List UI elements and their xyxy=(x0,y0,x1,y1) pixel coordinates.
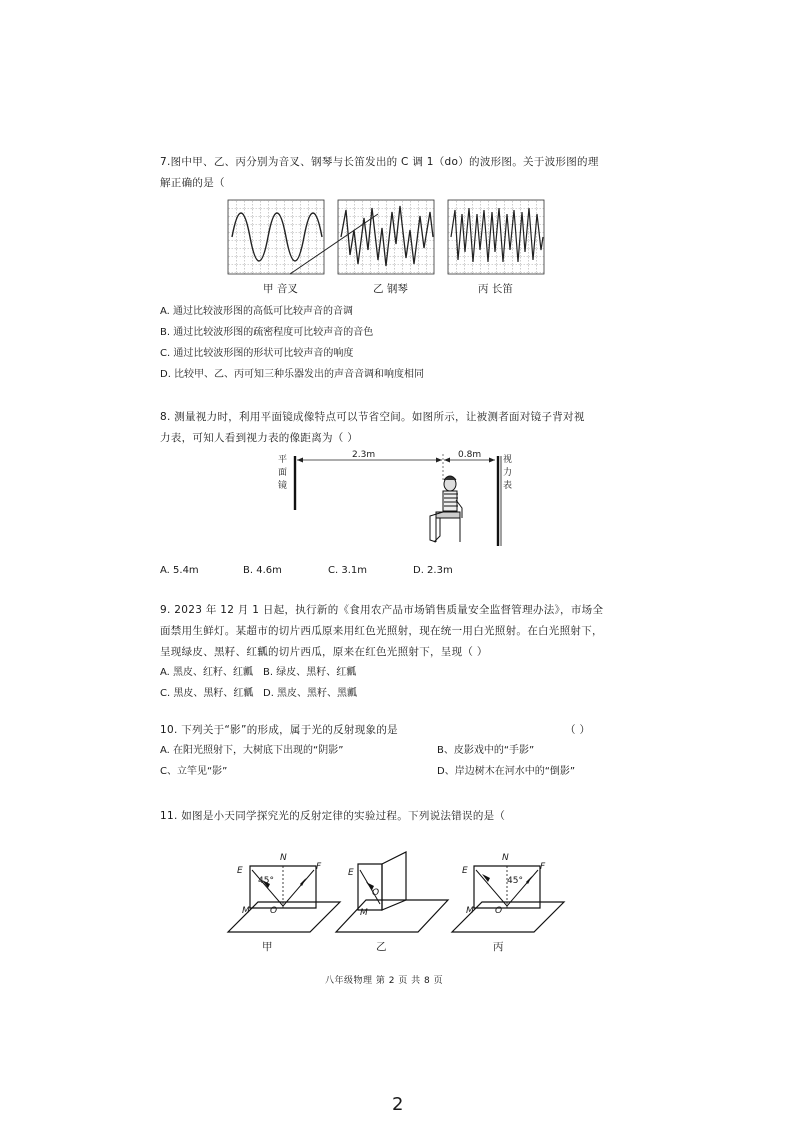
angle-45-jia: 45° xyxy=(258,876,274,886)
q9-option-c: C. 黑皮、黑籽、红瓤 xyxy=(160,688,254,699)
eye-chart xyxy=(498,456,501,546)
q9-option-d: D. 黑皮、黑籽、黑瓤 xyxy=(263,688,358,699)
label-o-jia: O xyxy=(270,906,278,916)
q7-option-b: B. 通过比较波形图的疏密程度可比较声音的音色 xyxy=(160,327,374,338)
label-m-yi: M xyxy=(360,908,368,918)
q9-stem-line2: 面禁用生鲜灯。某超市的切片西瓜原来用红色光照射，现在统一用白光照射。在白光照射下， xyxy=(160,625,603,637)
dimension-line-0-8m xyxy=(444,458,495,463)
q7-stem-line1: 7.图中甲、乙、丙分别为音叉、钢琴与长笛发出的 C 调 1（do）的波形图。关于波形图的理 xyxy=(160,156,599,168)
q7-option-c: C. 通过比较波形图的形状可比较声音的响度 xyxy=(160,348,354,359)
q7-option-a: A. 通过比较波形图的高低可比较声音的音调 xyxy=(160,306,354,317)
distance-person-to-chart: 0.8m xyxy=(458,450,482,460)
q8-stem-line2: 力表，可知人看到视力表的像距离为（ ） xyxy=(160,432,359,444)
q10-option-c: C、立竿见“影” xyxy=(160,766,228,777)
label-f-jia: F xyxy=(316,862,322,872)
mirror-eye-chart-figure xyxy=(290,452,510,552)
mirror-label: 平面镜 xyxy=(278,455,288,491)
waveform-figures xyxy=(228,200,548,280)
page-number: 2 xyxy=(392,1094,404,1115)
q10-option-d: D、岸边树木在河水中的“倒影” xyxy=(437,766,576,777)
seated-person-figure xyxy=(430,476,462,542)
q7-caption-tuning-fork: 甲 音叉 xyxy=(263,283,298,295)
q11-caption-bing: 丙 xyxy=(493,941,504,953)
reflection-figure-bing xyxy=(452,858,564,938)
label-e-jia: E xyxy=(237,866,243,876)
q8-option-a: A. 5.4m xyxy=(160,565,199,576)
waveform-tuning-fork xyxy=(228,200,324,274)
q9-stem-line3: 呈现绿皮、黑籽、红瓤的切片西瓜，原来在红色光照射下，呈现（ ） xyxy=(160,646,488,658)
page-footer: 八年级物理 第 2 页 共 8 页 xyxy=(325,976,444,986)
eye-chart-label: 视力表 xyxy=(503,455,513,491)
q7-option-d: D. 比较甲、乙、丙可知三种乐器发出的声音音调和响度相同 xyxy=(160,369,425,380)
q7-caption-flute: 丙 长笛 xyxy=(478,283,513,295)
q11-stem: 11. 如图是小天同学探究光的反射定律的实验过程。下列说法错误的是（ xyxy=(160,810,506,822)
q8-stem-line1: 8. 测量视力时，利用平面镜成像特点可以节省空间。如图所示，让被测者面对镜子背对视 xyxy=(160,411,585,423)
q8-option-c: C. 3.1m xyxy=(328,565,367,576)
q9-stem-line1: 9. 2023 年 12 月 1 日起，执行新的《食用农产品市场销售质量安全监督管理办法》，市场全 xyxy=(160,604,604,616)
q7-caption-piano: 乙 钢琴 xyxy=(373,283,408,295)
label-o-yi: O xyxy=(372,888,380,898)
q8-option-b: B. 4.6m xyxy=(243,565,282,576)
q10-answer-paren: （ ） xyxy=(565,724,591,736)
q9-option-a: A. 黑皮、红籽、红瓤 xyxy=(160,667,254,678)
q10-stem: 10. 下列关于“影”的形成，属于光的反射现象的是 xyxy=(160,724,398,736)
reflection-figure-jia xyxy=(228,858,340,938)
q10-option-a: A. 在阳光照射下，大树底下出现的“阴影” xyxy=(160,745,344,756)
dimension-line-2-3m xyxy=(297,458,442,463)
waveform-piano xyxy=(338,200,434,274)
label-n-jia: N xyxy=(280,853,287,863)
label-n-bing: N xyxy=(502,853,509,863)
angle-45-bing: 45° xyxy=(507,876,523,886)
q10-option-b: B、皮影戏中的“手影” xyxy=(437,745,535,756)
distance-mirror-to-person: 2.3m xyxy=(352,450,376,460)
label-m-bing: M xyxy=(466,906,474,916)
q8-option-d: D. 2.3m xyxy=(413,565,453,576)
label-e-yi: E xyxy=(348,868,354,878)
q11-caption-jia: 甲 xyxy=(262,941,273,953)
label-m-jia: M xyxy=(242,906,250,916)
label-f-bing: F xyxy=(540,862,546,872)
q9-option-b: B. 绿皮、黑籽、红瓤 xyxy=(263,667,357,678)
q11-caption-yi: 乙 xyxy=(376,941,387,953)
q7-stem-line2: 解正确的是（ xyxy=(160,177,225,189)
waveform-flute xyxy=(448,200,544,274)
label-o-bing: O xyxy=(495,906,503,916)
reflection-figure-yi xyxy=(336,852,448,938)
label-e-bing: E xyxy=(462,866,468,876)
